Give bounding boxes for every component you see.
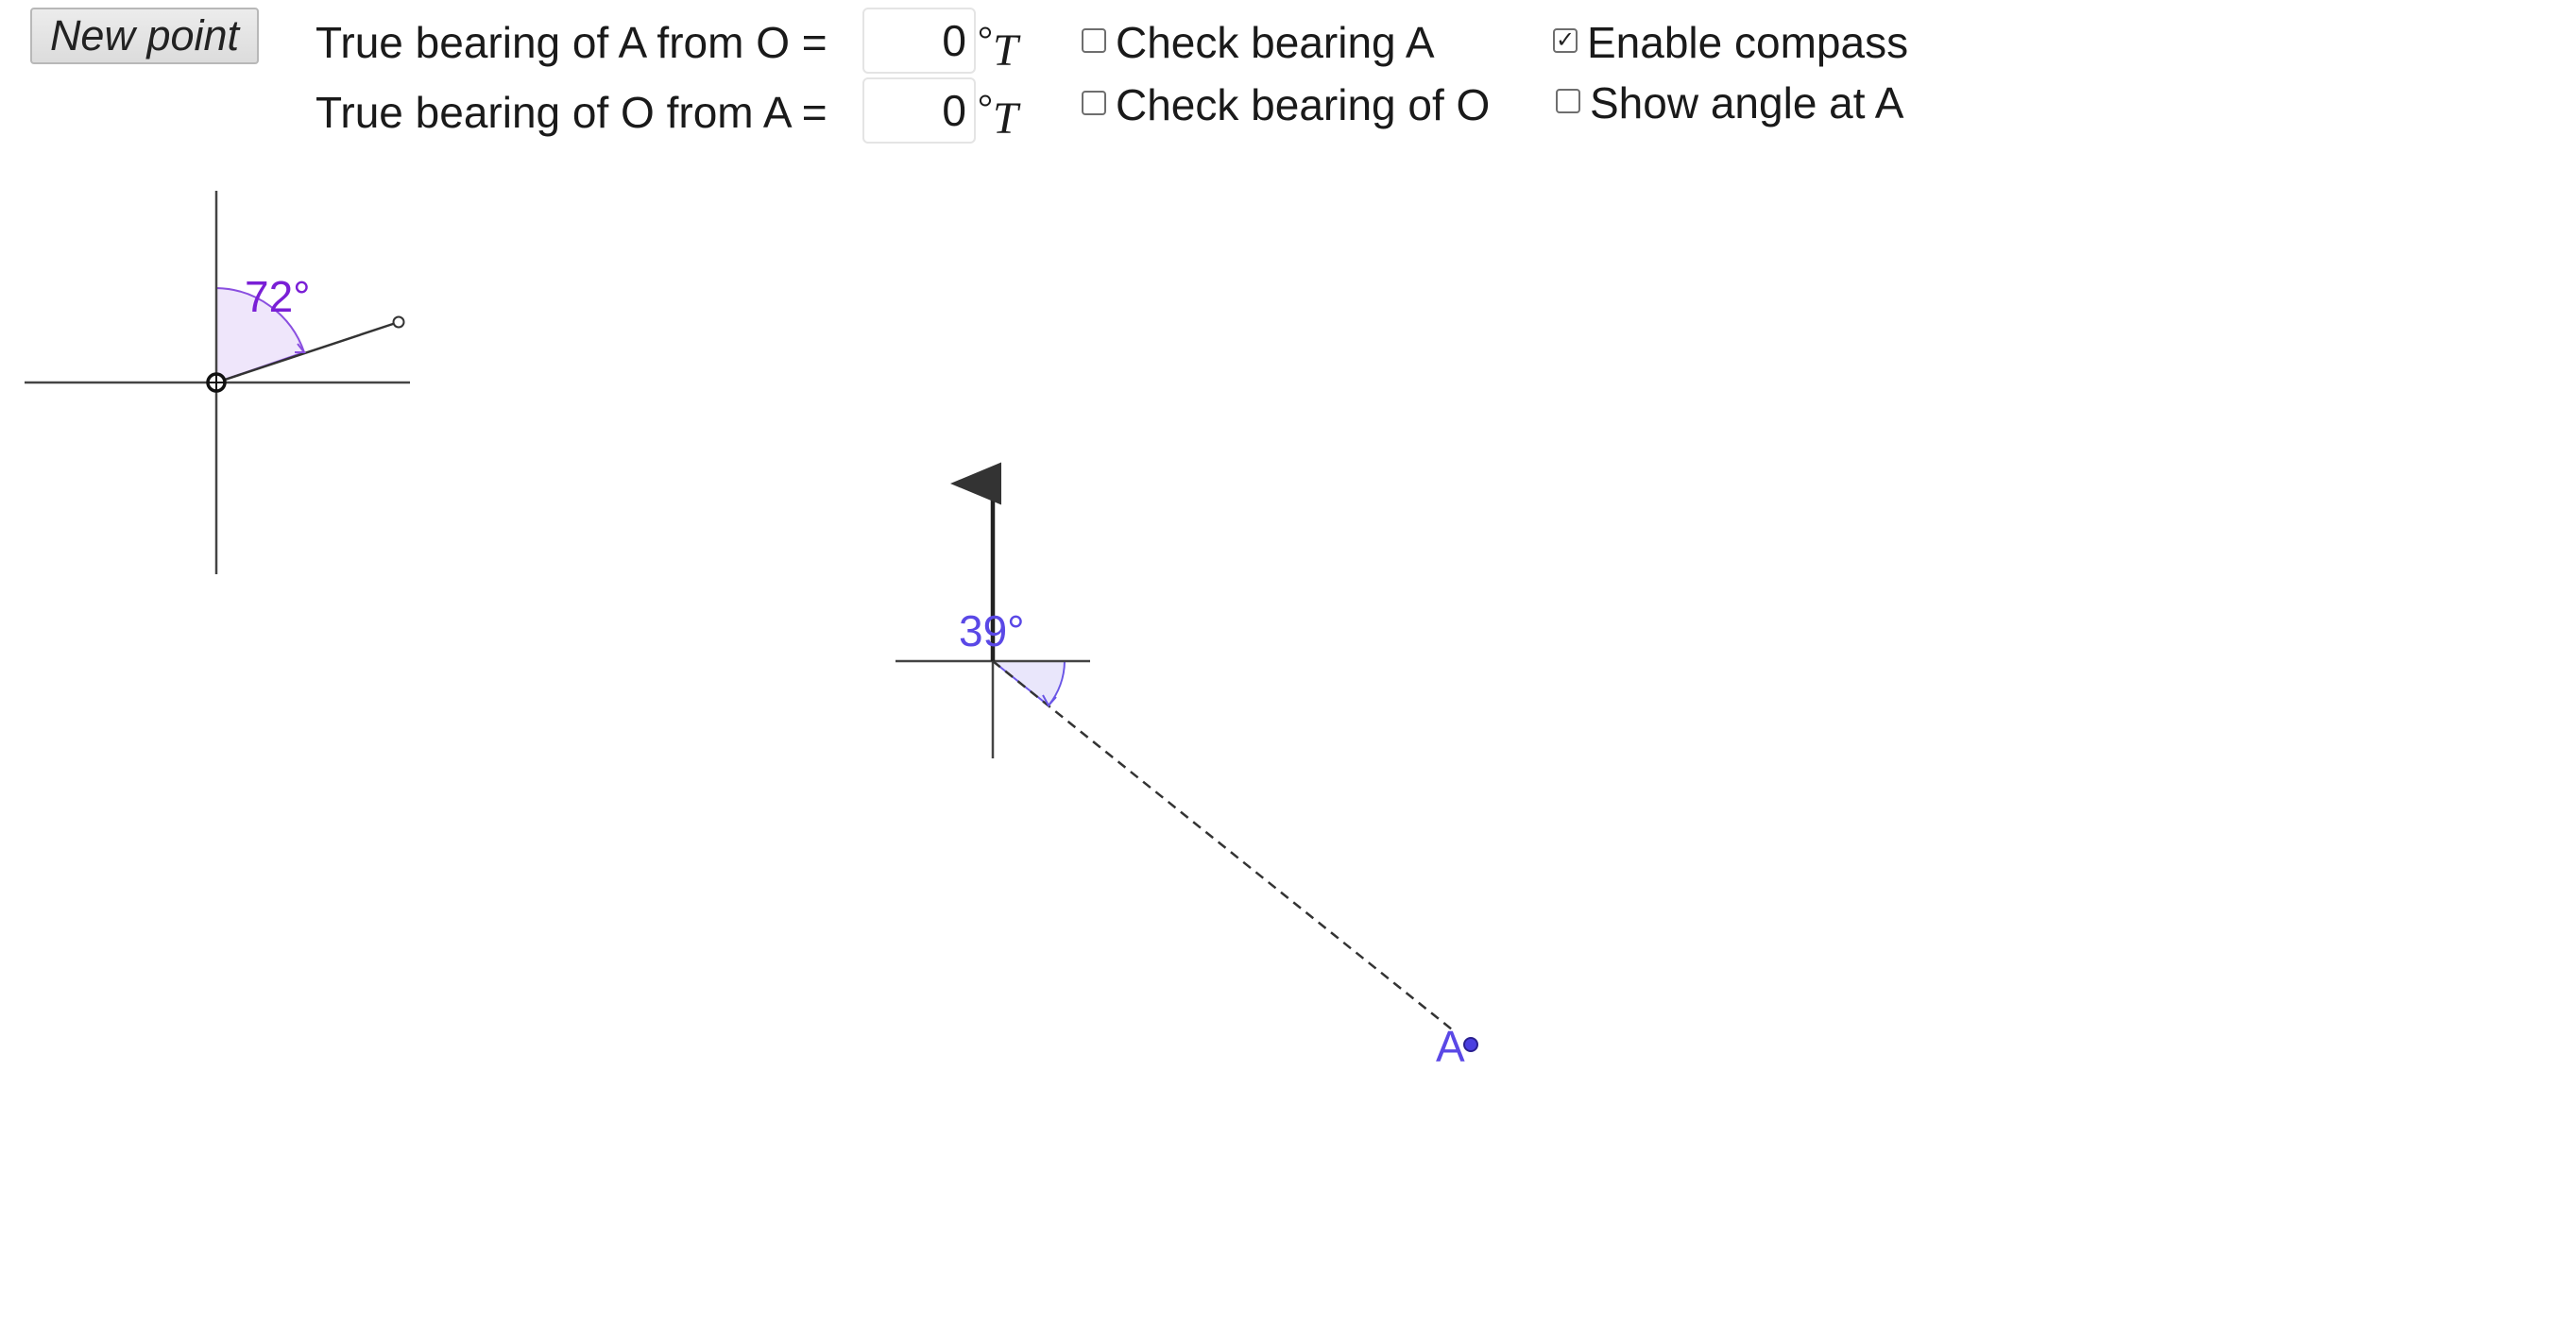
bearing-diagram bbox=[896, 484, 1477, 1071]
compass-angle-label: 72° bbox=[245, 272, 311, 321]
check-bearing-a-label[interactable]: Check bearing A bbox=[1116, 18, 1435, 67]
bearing-a-from-o-label: True bearing of A from O = bbox=[316, 18, 827, 67]
bearing-o-from-a-input[interactable]: 0 bbox=[862, 77, 976, 144]
point-a[interactable] bbox=[1464, 1038, 1477, 1051]
show-angle-at-a-label[interactable]: Show angle at A bbox=[1590, 78, 1904, 128]
compass-widget bbox=[25, 191, 410, 574]
bearing-o-from-a-label: True bearing of O from A = bbox=[316, 88, 827, 137]
enable-compass-label[interactable]: Enable compass bbox=[1587, 18, 1909, 67]
enable-compass-checkbox[interactable]: ✓ bbox=[1553, 28, 1578, 53]
bearing-o-unit: °T bbox=[978, 86, 1018, 144]
diagram-angle-label: 39° bbox=[959, 606, 1025, 655]
bearing-a-from-o-input[interactable]: 0 bbox=[862, 8, 976, 74]
check-bearing-o-label[interactable]: Check bearing of O bbox=[1116, 80, 1491, 129]
bearing-a-unit: °T bbox=[978, 18, 1018, 76]
compass-rotate-handle[interactable] bbox=[394, 317, 404, 328]
bearing-line-dashed bbox=[993, 661, 1452, 1029]
new-point-button[interactable]: New point bbox=[30, 8, 259, 64]
point-a-label: A bbox=[1436, 1022, 1465, 1071]
